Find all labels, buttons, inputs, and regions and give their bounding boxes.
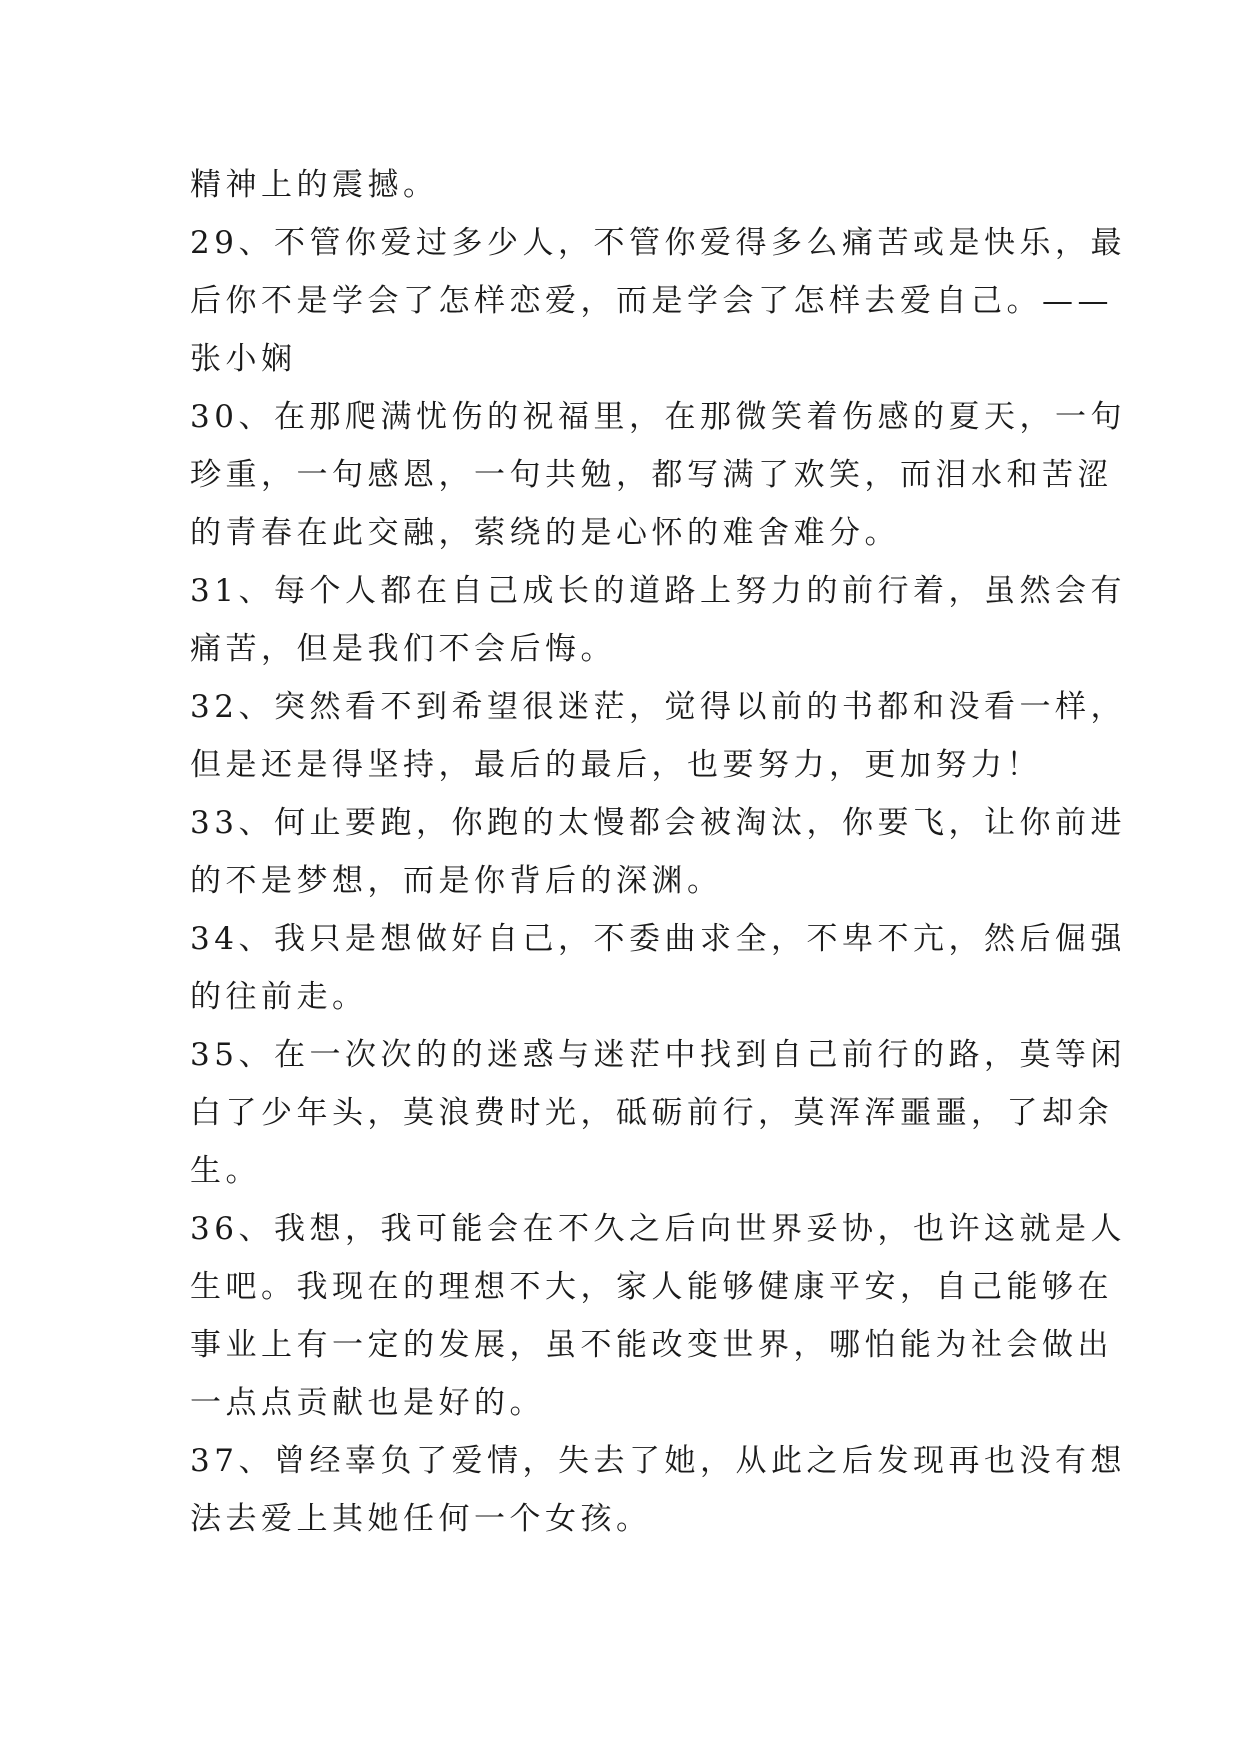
text-line: 的往前走。: [190, 979, 368, 1015]
text-line: 白了少年头，莫浪费时光，砥砺前行，莫浑浑噩噩，了却余: [190, 1095, 1113, 1131]
text-line: 后你不是学会了怎样恋爱，而是学会了怎样去爱自己。——: [190, 283, 1113, 319]
text-line: 35、在一次次的的迷惑与迷茫中找到自己前行的路，莫等闲: [190, 1037, 1126, 1073]
text-line: 精神上的震撼。: [190, 167, 439, 203]
text-line: 30、在那爬满忧伤的祝福里，在那微笑着伤感的夏天，一句: [190, 399, 1126, 435]
text-line: 但是还是得坚持，最后的最后，也要努力，更加努力！: [190, 747, 1042, 783]
text-line: 生吧。我现在的理想不大，家人能够健康平安，自己能够在: [190, 1269, 1113, 1305]
text-line: 事业上有一定的发展，虽不能改变世界，哪怕能为社会做出: [190, 1327, 1113, 1363]
text-line: 36、我想，我可能会在不久之后向世界妥协，也许这就是人: [190, 1211, 1126, 1247]
text-line: 痛苦，但是我们不会后悔。: [190, 631, 616, 667]
text-line: 34、我只是想做好自己，不委曲求全，不卑不亢，然后倔强: [190, 921, 1126, 957]
text-line: 法去爱上其她任何一个女孩。: [190, 1501, 652, 1537]
text-line: 一点点贡献也是好的。: [190, 1385, 545, 1421]
text-line: 的青春在此交融，萦绕的是心怀的难舍难分。: [190, 515, 900, 551]
text-line: 29、不管你爱过多少人，不管你爱得多么痛苦或是快乐，最: [190, 225, 1126, 261]
text-line: 珍重，一句感恩，一句共勉，都写满了欢笑，而泪水和苦涩: [190, 457, 1113, 493]
text-line: 31、每个人都在自己成长的道路上努力的前行着，虽然会有: [190, 573, 1126, 609]
text-line: 张小娴: [190, 341, 297, 377]
text-line: 33、何止要跑，你跑的太慢都会被淘汰，你要飞，让你前进: [190, 805, 1126, 841]
text-line: 的不是梦想，而是你背后的深渊。: [190, 863, 723, 899]
text-line: 37、曾经辜负了爱情，失去了她，从此之后发现再也没有想: [190, 1443, 1126, 1479]
text-line: 32、突然看不到希望很迷茫，觉得以前的书都和没看一样，: [190, 689, 1126, 725]
text-line: 生。: [190, 1153, 261, 1189]
